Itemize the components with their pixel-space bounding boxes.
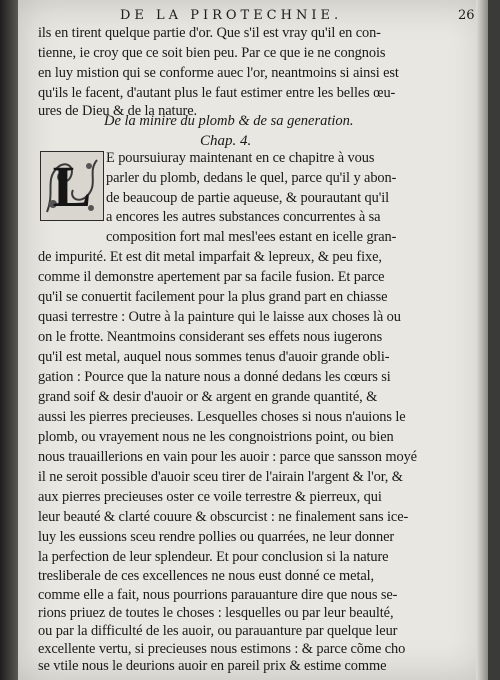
section-title: De la minire du plomb & de sa generation. bbox=[104, 113, 354, 129]
text-line: plomb, ou vrayement nous ne les congnoistrions point, ou bien bbox=[38, 429, 394, 445]
text-line: de impurité. Et est dit metal imparfait & lepreux, & peu fixe, bbox=[38, 249, 382, 265]
text-line: ou par la difficulté de les auoir, ou parauanture par quelque leur bbox=[38, 623, 398, 639]
drop-cap-letter: L bbox=[52, 153, 92, 219]
text-line: qu'il est metal, auquel nous sommes tenus d'auoir grande obli- bbox=[38, 349, 390, 365]
running-head: DE LA PIROTECHNIE. bbox=[120, 8, 343, 23]
text-line: a encores les autres substances concurrentes à sa bbox=[106, 209, 381, 225]
binding-shadow bbox=[0, 0, 18, 680]
ornamental-drop-cap bbox=[40, 151, 104, 221]
text-line: aux pierres precieuses oster ce voile terrestre & pierreux, qui bbox=[38, 489, 382, 505]
text-line: ures de Dieu & de la nature. bbox=[38, 103, 198, 119]
text-line: on le frotte. Neantmoins considerant ses effets nous iugerons bbox=[38, 329, 383, 345]
text-line: rions priuez de toutes le choses : lesquelles ou par leur beaulté, bbox=[38, 605, 394, 621]
text-line: luy les eussions sceu rendre pollies ou quarrées, ne leur donner bbox=[38, 529, 395, 545]
text-line: composition fort mal mesl'ees estant en icelle gran- bbox=[106, 229, 397, 245]
text-line: comme elle a fait, nous pourrions parauanture dire que nous se- bbox=[38, 587, 398, 603]
text-line: en luy mistion qui se conforme auec l'or, neantmoins si ainsi est bbox=[38, 65, 399, 81]
text-line: nous trauaillerions en vain pour les auoir : parce que sansson moyé bbox=[38, 449, 417, 465]
text-line: la perfection de leur splendeur. Et pour conclusion si la nature bbox=[38, 549, 389, 565]
text-line: de beaucoup de partie aqueuse, & pourautant qu'il bbox=[106, 190, 390, 206]
text-line: grand soif & desir d'auoir or & argent en grande quantité, & bbox=[38, 389, 378, 405]
text-line: comme il demonstre apertement par sa facile fusion. Et parce bbox=[38, 269, 385, 285]
text-line: E poursuiuray maintenant en ce chapitre à vous bbox=[106, 150, 375, 166]
page-number: 26 bbox=[458, 8, 475, 23]
text-line: tienne, ie croy que ce soit bien peu. Par ce que ie ne congnois bbox=[38, 45, 386, 61]
page-edge-shadow bbox=[476, 0, 488, 680]
text-line: parler du plomb, dedans le quel, parce qu'il y abon- bbox=[106, 170, 397, 186]
text-line: qu'ils le facent, d'autant plus le faut estimer entre les belles œu- bbox=[38, 85, 396, 101]
text-line: quasi terrestre : Outre à la painture qui le laisse aux choses là ou bbox=[38, 309, 401, 325]
text-line: ils en tirent quelque partie d'or. Que s'il est vray qu'il en con- bbox=[38, 25, 381, 41]
text-line: il ne seroit possible d'auoir sceu tirer de l'airain l'argent & l'or, & bbox=[38, 469, 403, 485]
text-line: gation : Pource que la nature nous a donné dedans les cœurs si bbox=[38, 369, 391, 385]
text-line: qu'il se conuertit facilement pour la plus grand part en chiasse bbox=[38, 289, 388, 305]
text-line: tresliberale de ces excellences ne nous eust donné ce metal, bbox=[38, 568, 375, 584]
text-line: se vtile nous le deurions auoir en pareil prix & estime comme bbox=[38, 658, 387, 674]
text-line: leur beauté & clarté couure & obscurcist : ne finalement sans ice- bbox=[38, 509, 409, 525]
chapter-label: Chap. 4. bbox=[200, 133, 252, 149]
text-line: excellente vertu, si precieuses nous estimons : & parce cõme cho bbox=[38, 641, 406, 657]
text-line: aussi les pierres precieuses. Lesquelles choses si nous n'auions le bbox=[38, 409, 406, 425]
